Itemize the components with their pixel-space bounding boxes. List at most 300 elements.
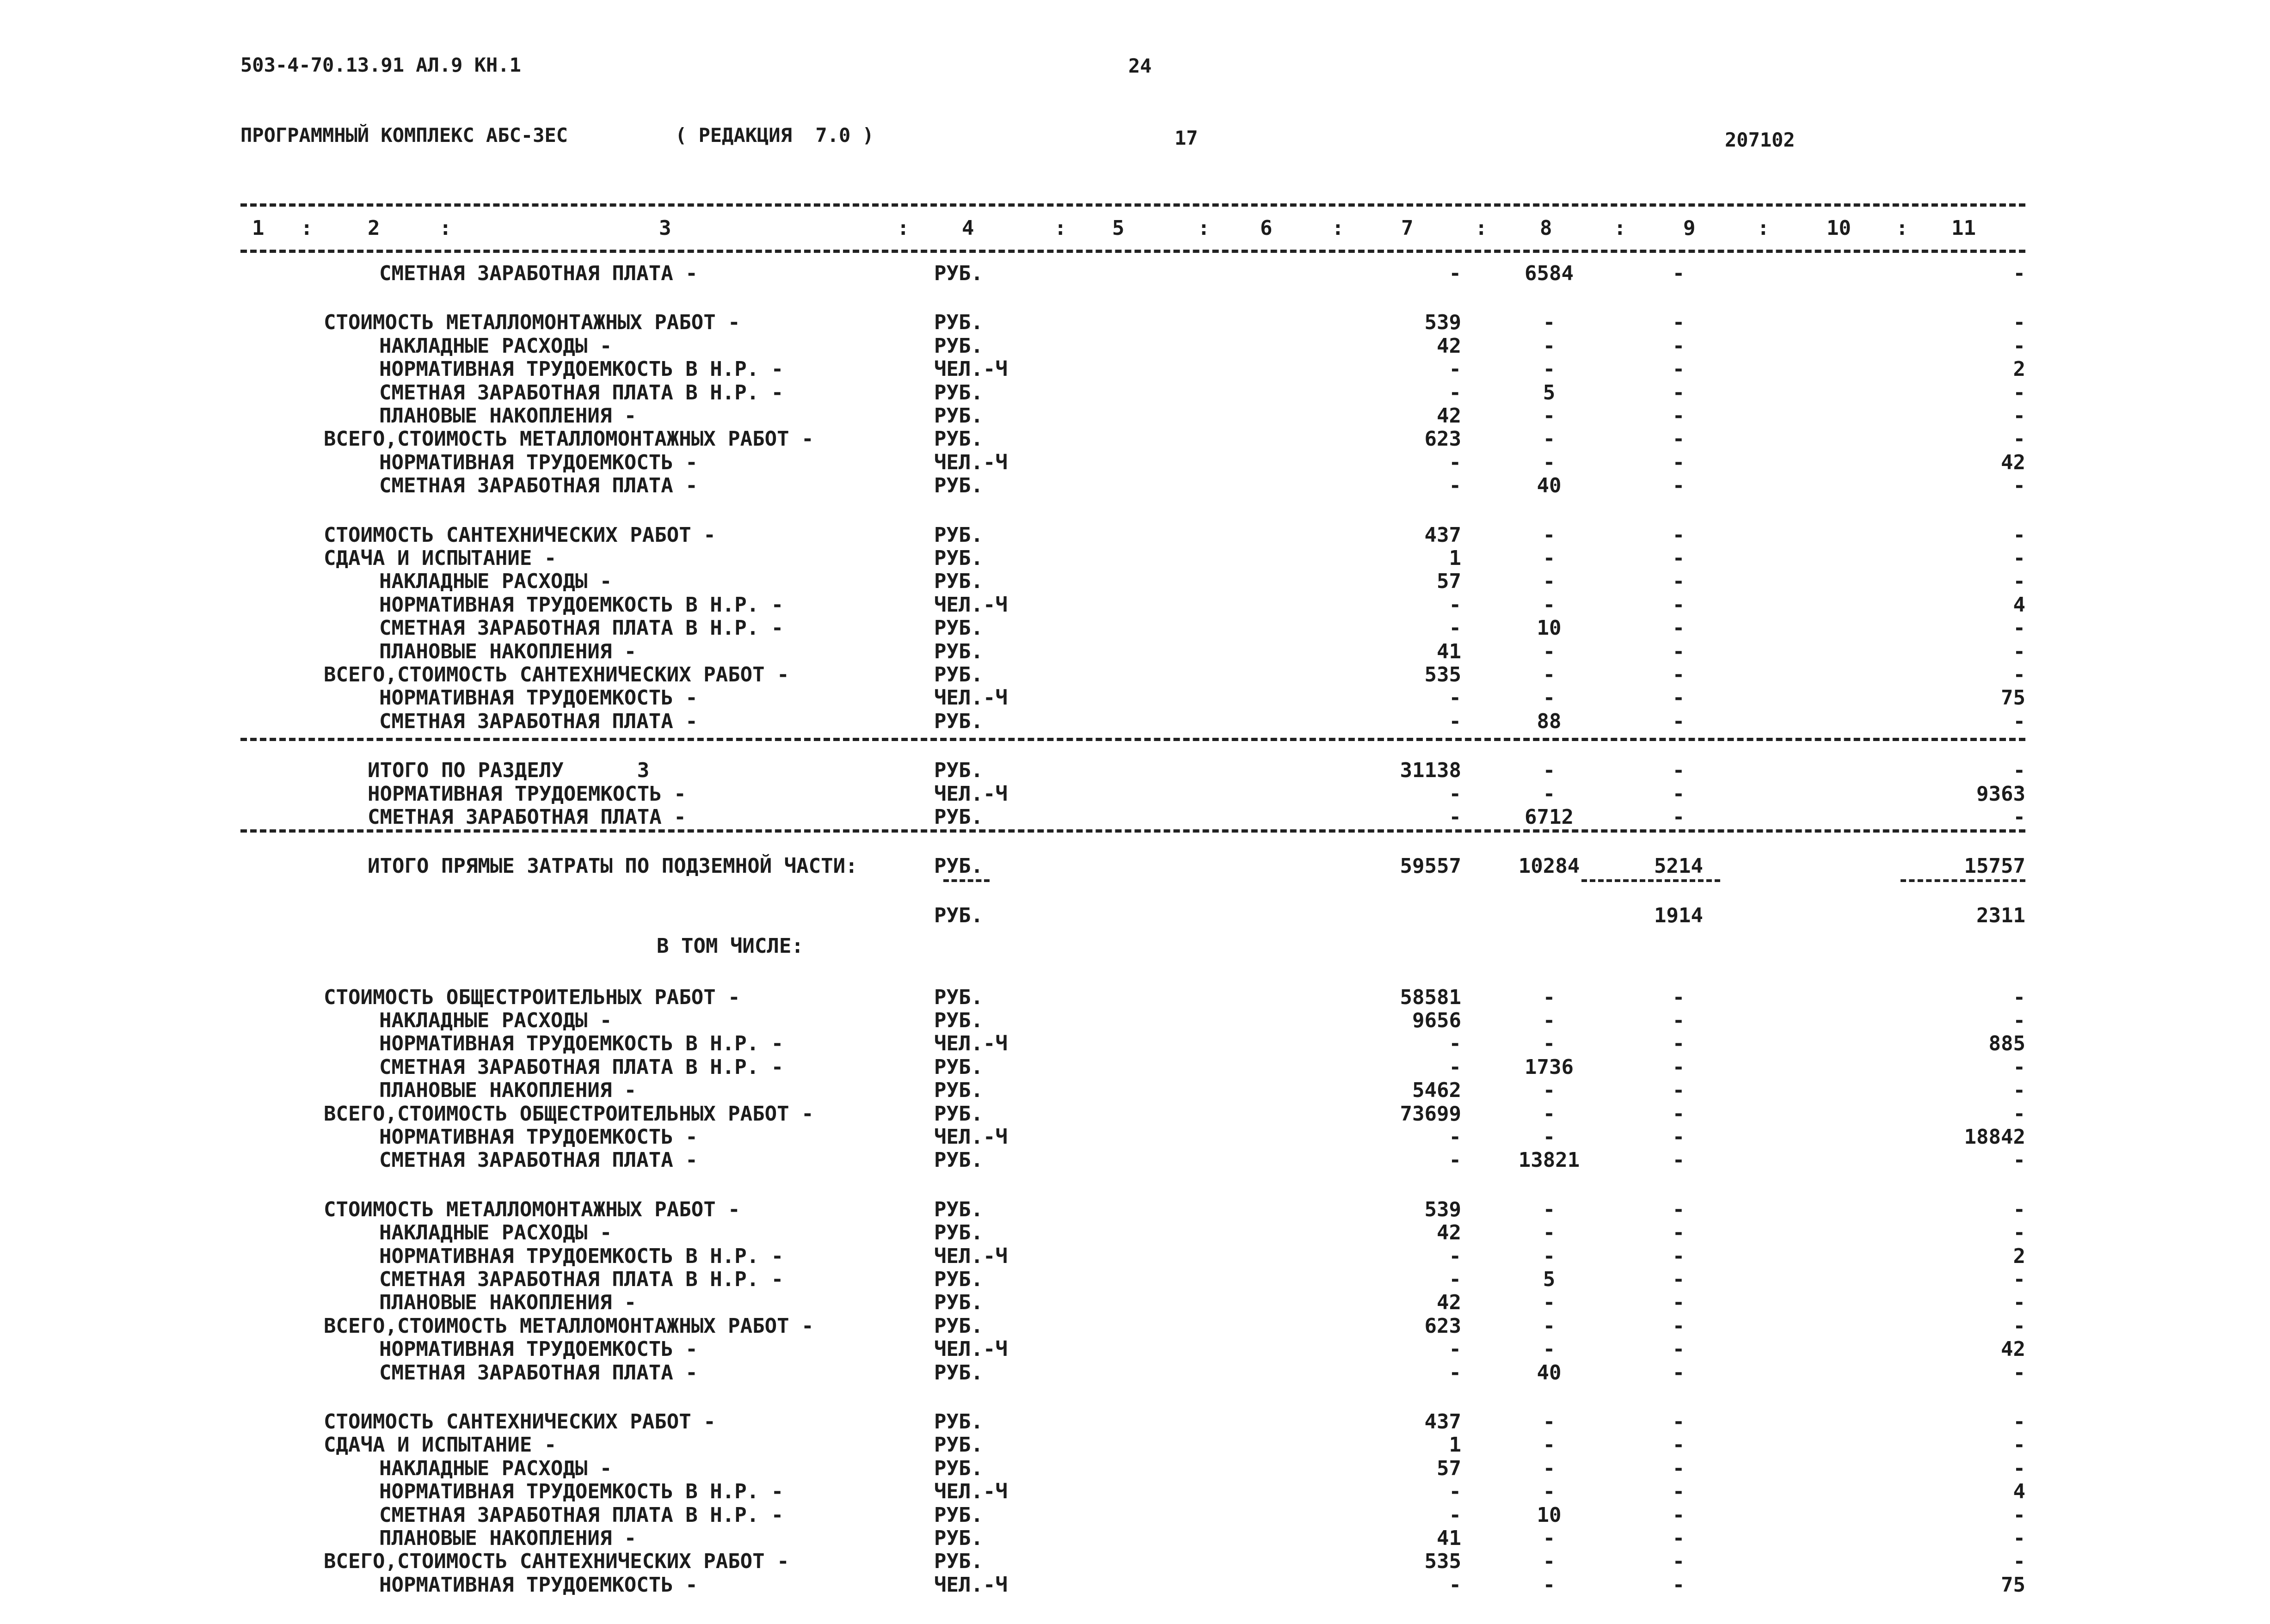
- header-rule-top: [240, 203, 2025, 207]
- row-col11-value: 2: [2013, 1244, 2025, 1268]
- row-label: ВСЕГО,СТОИМОСТЬ САНТЕХНИЧЕСКИХ РАБОТ -: [324, 663, 789, 686]
- row-col8-value: -: [1543, 404, 1556, 428]
- row-col7-value: -: [1449, 450, 1461, 474]
- row-col7-value: 623: [1424, 427, 1461, 451]
- row-col9-value: -: [1672, 782, 1685, 806]
- row-unit: РУБ.: [934, 1055, 983, 1079]
- row-unit: ЧЕЛ.-Ч: [934, 1337, 1008, 1361]
- row-label: НОРМАТИВНАЯ ТРУДОЕМКОСТЬ В Н.Р. -: [379, 357, 784, 381]
- row-col7-value: -: [1449, 616, 1461, 640]
- row-label: ВСЕГО,СТОИМОСТЬ МЕТАЛЛОМОНТАЖНЫХ РАБОТ -: [324, 1314, 814, 1338]
- row-col7-value: 437: [1424, 1410, 1461, 1434]
- row-col7-value: -: [1449, 1268, 1461, 1291]
- row-col11-value: -: [2013, 805, 2025, 829]
- row-unit: РУБ.: [934, 805, 983, 829]
- row-col7-value: 42: [1437, 1291, 1461, 1315]
- row-label: ВСЕГО,СТОИМОСТЬ ОБЩЕСТРОИТЕЛЬНЫХ РАБОТ -: [324, 1102, 814, 1126]
- row-col11-value: -: [2013, 262, 2025, 285]
- row-col8-value: -: [1543, 686, 1556, 710]
- row-col11-value: -: [2013, 1550, 2025, 1574]
- row-unit: РУБ.: [934, 570, 983, 594]
- row-label: ВСЕГО,СТОИМОСТЬ САНТЕХНИЧЕСКИХ РАБОТ -: [324, 1550, 789, 1574]
- row-label: ПЛАНОВЫЕ НАКОПЛЕНИЯ -: [379, 1079, 637, 1103]
- row-col7-value: 59557: [1400, 854, 1461, 878]
- row-col7-value: 41: [1437, 639, 1461, 663]
- row-label: СМЕТНАЯ ЗАРАБОТНАЯ ПЛАТА В Н.Р. -: [379, 380, 784, 404]
- section-rule-1: [240, 738, 2025, 741]
- row-col7-value: 31138: [1400, 759, 1461, 783]
- document-code: 207102: [1725, 129, 1795, 151]
- row-unit: РУБ.: [934, 1009, 983, 1032]
- row-unit: РУБ.: [934, 262, 983, 285]
- row-col7-value: -: [1449, 805, 1461, 829]
- row-col7-value: -: [1449, 686, 1461, 710]
- row-col9-value: -: [1672, 1503, 1685, 1527]
- row-col11-value: -: [2013, 1433, 2025, 1457]
- row-label: НОРМАТИВНАЯ ТРУДОЕМКОСТЬ В Н.Р. -: [379, 1032, 784, 1056]
- subtotal-rule-col9: [1581, 879, 1720, 882]
- row-unit: ЧЕЛ.-Ч: [934, 450, 1008, 474]
- row-col8-value: -: [1543, 334, 1556, 358]
- row-col8-value: -: [1543, 1337, 1556, 1361]
- row-unit: РУБ.: [934, 404, 983, 428]
- row-col7-value: 42: [1437, 404, 1461, 428]
- row-col9-value: -: [1672, 450, 1685, 474]
- row-col8-value: -: [1543, 570, 1556, 594]
- row-unit: РУБ.: [934, 663, 983, 686]
- row-col9-value: -: [1672, 1410, 1685, 1434]
- column-header-10: 10: [1827, 216, 1851, 240]
- row-label: ПЛАНОВЫЕ НАКОПЛЕНИЯ -: [379, 639, 637, 663]
- row-col7-value: -: [1449, 1503, 1461, 1527]
- row-col11-value: -: [2013, 404, 2025, 428]
- row-col11-value: -: [2013, 1503, 2025, 1527]
- row-unit: РУБ.: [934, 427, 983, 451]
- row-col7-value: 41: [1437, 1526, 1461, 1550]
- row-col9-value: 1914: [1654, 903, 1703, 927]
- column-header-5: 5: [1112, 216, 1125, 240]
- row-label: ПЛАНОВЫЕ НАКОПЛЕНИЯ -: [379, 1526, 637, 1550]
- row-unit: РУБ.: [934, 1221, 983, 1245]
- column-separator: :: [1757, 216, 1770, 240]
- row-col9-value: -: [1672, 1148, 1685, 1172]
- row-col8-value: -: [1543, 1197, 1556, 1221]
- row-col9-value: -: [1672, 1055, 1685, 1079]
- row-label: СМЕТНАЯ ЗАРАБОТНАЯ ПЛАТА -: [379, 474, 698, 498]
- row-col7-value: -: [1449, 474, 1461, 498]
- row-unit: РУБ.: [934, 1526, 983, 1550]
- row-col11-value: 2311: [1976, 903, 2025, 927]
- row-col8-value: -: [1543, 1079, 1556, 1103]
- row-col9-value: -: [1672, 1433, 1685, 1457]
- row-col7-value: -: [1449, 1244, 1461, 1268]
- row-label: СМЕТНАЯ ЗАРАБОТНАЯ ПЛАТА В Н.Р. -: [379, 1055, 784, 1079]
- row-col7-value: 535: [1424, 663, 1461, 686]
- row-col8-value: 5: [1543, 1268, 1556, 1291]
- column-header-2: 2: [368, 216, 380, 240]
- row-col9-value: -: [1672, 1456, 1685, 1480]
- row-col11-value: -: [2013, 1456, 2025, 1480]
- row-col11-value: -: [2013, 380, 2025, 404]
- row-unit: РУБ.: [934, 546, 983, 570]
- row-col9-value: -: [1672, 686, 1685, 710]
- row-col11-value: 4: [2013, 593, 2025, 617]
- row-col7-value: -: [1449, 1032, 1461, 1056]
- row-col9-value: -: [1672, 1337, 1685, 1361]
- row-col7-value: -: [1449, 1055, 1461, 1079]
- row-label: ПЛАНОВЫЕ НАКОПЛЕНИЯ -: [379, 1291, 637, 1315]
- row-unit: РУБ.: [934, 854, 983, 878]
- column-header-7: 7: [1401, 216, 1414, 240]
- row-col8-value: 1736: [1525, 1055, 1574, 1079]
- row-unit: РУБ.: [934, 639, 983, 663]
- column-separator: :: [1475, 216, 1488, 240]
- row-col11-value: -: [2013, 1268, 2025, 1291]
- row-col9-value: -: [1672, 474, 1685, 498]
- row-col11-value: 4: [2013, 1480, 2025, 1504]
- row-unit: РУБ.: [934, 311, 983, 335]
- row-col9-value: -: [1672, 985, 1685, 1009]
- row-unit: РУБ.: [934, 474, 983, 498]
- program-name: ПРОГРАММНЫЙ КОМПЛЕКС АБС-3ЕС: [240, 124, 568, 147]
- row-label: СДАЧА И ИСПЫТАНИЕ -: [324, 546, 557, 570]
- row-unit: РУБ.: [934, 1550, 983, 1574]
- row-col11-value: -: [2013, 570, 2025, 594]
- row-col7-value: 1: [1449, 1433, 1461, 1457]
- program-edition: ( РЕДАКЦИЯ 7.0 ): [675, 124, 874, 147]
- row-unit: РУБ.: [934, 1314, 983, 1338]
- row-col8-value: -: [1543, 546, 1556, 570]
- row-unit: ЧЕЛ.-Ч: [934, 1573, 1008, 1597]
- row-label: СМЕТНАЯ ЗАРАБОТНАЯ ПЛАТА В Н.Р. -: [379, 1268, 784, 1291]
- row-col9-value: -: [1672, 1221, 1685, 1245]
- row-col9-value: -: [1672, 570, 1685, 594]
- row-col11-value: -: [2013, 759, 2025, 783]
- row-col8-value: -: [1543, 1410, 1556, 1434]
- row-col8-value: -: [1543, 1291, 1556, 1315]
- row-col9-value: -: [1672, 759, 1685, 783]
- row-col9-value: -: [1672, 663, 1685, 686]
- row-col7-value: 73699: [1400, 1102, 1461, 1126]
- row-col7-value: -: [1449, 1125, 1461, 1149]
- row-col9-value: -: [1672, 593, 1685, 617]
- row-label: НОРМАТИВНАЯ ТРУДОЕМКОСТЬ -: [379, 686, 698, 710]
- row-col8-value: -: [1543, 357, 1556, 381]
- row-col8-value: 5: [1543, 380, 1556, 404]
- row-col8-value: -: [1543, 1433, 1556, 1457]
- row-label: СМЕТНАЯ ЗАРАБОТНАЯ ПЛАТА -: [379, 1148, 698, 1172]
- row-label: ИТОГО ПРЯМЫЕ ЗАТРАТЫ ПО ПОДЗЕМНОЙ ЧАСТИ:: [368, 854, 858, 878]
- row-col11-value: -: [2013, 1291, 2025, 1315]
- column-separator: :: [1614, 216, 1626, 240]
- row-label: НАКЛАДНЫЕ РАСХОДЫ -: [379, 334, 612, 358]
- column-header-9: 9: [1683, 216, 1696, 240]
- row-col11-value: 75: [2001, 686, 2025, 710]
- row-col7-value: 57: [1437, 570, 1461, 594]
- row-col8-value: 40: [1537, 474, 1562, 498]
- row-col11-value: -: [2013, 639, 2025, 663]
- row-col7-value: 539: [1424, 311, 1461, 335]
- row-col9-value: -: [1672, 523, 1685, 547]
- row-unit: РУБ.: [934, 1410, 983, 1434]
- row-col7-value: 539: [1424, 1197, 1461, 1221]
- row-col9-value: -: [1672, 1032, 1685, 1056]
- row-label: СМЕТНАЯ ЗАРАБОТНАЯ ПЛАТА -: [368, 805, 686, 829]
- column-separator: :: [439, 216, 452, 240]
- row-col8-value: 10: [1537, 1503, 1562, 1527]
- row-col8-value: 6712: [1525, 805, 1574, 829]
- row-col11-value: -: [2013, 1079, 2025, 1103]
- row-col8-value: -: [1543, 1314, 1556, 1338]
- row-label: СДАЧА И ИСПЫТАНИЕ -: [324, 1433, 557, 1457]
- row-label: НОРМАТИВНАЯ ТРУДОЕМКОСТЬ -: [379, 450, 698, 474]
- row-col11-value: -: [2013, 1526, 2025, 1550]
- row-col9-value: -: [1672, 1197, 1685, 1221]
- row-col8-value: 13821: [1518, 1148, 1580, 1172]
- page-number: 24: [1128, 55, 1152, 77]
- row-col8-value: -: [1543, 427, 1556, 451]
- row-unit: РУБ.: [934, 1102, 983, 1126]
- row-unit: РУБ.: [934, 1268, 983, 1291]
- row-col8-value: -: [1543, 782, 1556, 806]
- row-col8-value: -: [1543, 1009, 1556, 1032]
- row-unit: РУБ.: [934, 1433, 983, 1457]
- row-label: СМЕТНАЯ ЗАРАБОТНАЯ ПЛАТА -: [379, 1360, 698, 1385]
- row-col9-value: -: [1672, 262, 1685, 285]
- row-col8-value: 10: [1537, 616, 1562, 640]
- row-col11-value: -: [2013, 985, 2025, 1009]
- row-col8-value: -: [1543, 1480, 1556, 1504]
- row-col9-value: -: [1672, 311, 1685, 335]
- row-label: СТОИМОСТЬ МЕТАЛЛОМОНТАЖНЫХ РАБОТ -: [324, 1197, 740, 1221]
- row-unit: РУБ.: [934, 709, 983, 733]
- row-label: СМЕТНАЯ ЗАРАБОТНАЯ ПЛАТА -: [379, 262, 698, 285]
- row-label: ВСЕГО,СТОИМОСТЬ МЕТАЛЛОМОНТАЖНЫХ РАБОТ -: [324, 427, 814, 451]
- row-label: НАКЛАДНЫЕ РАСХОДЫ -: [379, 1456, 612, 1480]
- row-col8-value: -: [1543, 523, 1556, 547]
- row-unit: РУБ.: [934, 1079, 983, 1103]
- doc-code: 503-4-70.13.91 АЛ.9 КН.1: [240, 54, 521, 76]
- row-col7-value: 58581: [1400, 985, 1461, 1009]
- row-col7-value: 42: [1437, 1221, 1461, 1245]
- row-col7-value: 437: [1424, 523, 1461, 547]
- row-col8-value: -: [1543, 1244, 1556, 1268]
- row-col7-value: -: [1449, 709, 1461, 733]
- row-col7-value: 42: [1437, 334, 1461, 358]
- row-label: СТОИМОСТЬ САНТЕХНИЧЕСКИХ РАБОТ -: [324, 1410, 716, 1434]
- row-col9-value: -: [1672, 709, 1685, 733]
- column-header-3: 3: [659, 216, 671, 240]
- row-col11-value: 18842: [1964, 1125, 2025, 1149]
- row-col9-value: -: [1672, 1268, 1685, 1291]
- row-col9-value: -: [1672, 1102, 1685, 1126]
- row-col9-value: -: [1672, 1360, 1685, 1385]
- row-label: СМЕТНАЯ ЗАРАБОТНАЯ ПЛАТА -: [379, 709, 698, 733]
- row-col9-value: -: [1672, 1526, 1685, 1550]
- row-unit: РУБ.: [934, 616, 983, 640]
- row-unit: ЧЕЛ.-Ч: [934, 357, 1008, 381]
- row-unit: РУБ.: [934, 334, 983, 358]
- row-col9-value: -: [1672, 1244, 1685, 1268]
- row-col11-value: 75: [2001, 1573, 2025, 1597]
- column-separator: :: [897, 216, 910, 240]
- row-unit: РУБ.: [934, 523, 983, 547]
- row-unit: ЧЕЛ.-Ч: [934, 782, 1008, 806]
- row-label: СТОИМОСТЬ ОБЩЕСТРОИТЕЛЬНЫХ РАБОТ -: [324, 985, 740, 1009]
- row-col9-value: -: [1672, 357, 1685, 381]
- row-label: НОРМАТИВНАЯ ТРУДОЕМКОСТЬ В Н.Р. -: [379, 593, 784, 617]
- row-unit: ЧЕЛ.-Ч: [934, 1032, 1008, 1056]
- row-col7-value: 5462: [1412, 1079, 1461, 1103]
- row-col8-value: -: [1543, 450, 1556, 474]
- row-col7-value: 623: [1424, 1314, 1461, 1338]
- row-unit: ЧЕЛ.-Ч: [934, 1244, 1008, 1268]
- row-unit: ЧЕЛ.-Ч: [934, 1480, 1008, 1504]
- row-col11-value: -: [2013, 1102, 2025, 1126]
- row-unit: ЧЕЛ.-Ч: [934, 593, 1008, 617]
- row-col9-value: -: [1672, 1079, 1685, 1103]
- header-rule-bottom: [240, 250, 2025, 253]
- row-unit: РУБ.: [934, 1148, 983, 1172]
- row-col11-value: -: [2013, 427, 2025, 451]
- sheet-number: 17: [1175, 127, 1198, 149]
- row-col9-value: -: [1672, 1480, 1685, 1504]
- row-col9-value: -: [1672, 380, 1685, 404]
- row-label: НАКЛАДНЫЕ РАСХОДЫ -: [379, 1221, 612, 1245]
- row-unit: РУБ.: [934, 1197, 983, 1221]
- row-col7-value: -: [1449, 1573, 1461, 1597]
- subtotal-rule-unit: [943, 879, 990, 882]
- row-col8-value: -: [1543, 1032, 1556, 1056]
- row-col9-value: -: [1672, 1550, 1685, 1574]
- row-col7-value: 1: [1449, 546, 1461, 570]
- row-col7-value: 535: [1424, 1550, 1461, 1574]
- row-label: СМЕТНАЯ ЗАРАБОТНАЯ ПЛАТА В Н.Р. -: [379, 616, 784, 640]
- row-col11-value: -: [2013, 709, 2025, 733]
- row-col8-value: -: [1543, 593, 1556, 617]
- row-col11-value: -: [2013, 1055, 2025, 1079]
- row-col9-value: -: [1672, 1291, 1685, 1315]
- row-col9-value: 5214: [1654, 854, 1703, 878]
- row-col8-value: -: [1543, 663, 1556, 686]
- row-col11-value: -: [2013, 1410, 2025, 1434]
- row-col8-value: -: [1543, 1102, 1556, 1126]
- row-col7-value: 9656: [1412, 1009, 1461, 1032]
- row-col9-value: -: [1672, 805, 1685, 829]
- row-unit: РУБ.: [934, 1360, 983, 1385]
- row-col9-value: -: [1672, 616, 1685, 640]
- row-label: В ТОМ ЧИСЛЕ:: [657, 934, 804, 958]
- row-col8-value: -: [1543, 759, 1556, 783]
- column-header-4: 4: [962, 216, 974, 240]
- row-col7-value: -: [1449, 380, 1461, 404]
- section-rule-2: [240, 829, 2025, 833]
- row-label: НАКЛАДНЫЕ РАСХОДЫ -: [379, 570, 612, 594]
- row-unit: РУБ.: [934, 1456, 983, 1480]
- row-col9-value: -: [1672, 546, 1685, 570]
- row-col11-value: 15757: [1964, 854, 2025, 878]
- column-separator: :: [1896, 216, 1908, 240]
- row-col11-value: 885: [1988, 1032, 2025, 1056]
- row-unit: ЧЕЛ.-Ч: [934, 686, 1008, 710]
- row-label: НАКЛАДНЫЕ РАСХОДЫ -: [379, 1009, 612, 1032]
- row-label: НОРМАТИВНАЯ ТРУДОЕМКОСТЬ -: [379, 1573, 698, 1597]
- row-col7-value: -: [1449, 262, 1461, 285]
- row-col9-value: -: [1672, 1573, 1685, 1597]
- row-col11-value: -: [2013, 474, 2025, 498]
- row-col9-value: -: [1672, 404, 1685, 428]
- row-label: НОРМАТИВНАЯ ТРУДОЕМКОСТЬ В Н.Р. -: [379, 1244, 784, 1268]
- column-separator: :: [1332, 216, 1344, 240]
- row-label: НОРМАТИВНАЯ ТРУДОЕМКОСТЬ В Н.Р. -: [379, 1480, 784, 1504]
- row-col7-value: -: [1449, 1337, 1461, 1361]
- row-col7-value: -: [1449, 593, 1461, 617]
- column-header-1: 1: [252, 216, 265, 240]
- row-label: НОРМАТИВНАЯ ТРУДОЕМКОСТЬ -: [379, 1125, 698, 1149]
- row-col11-value: 42: [2001, 1337, 2025, 1361]
- row-col11-value: -: [2013, 1148, 2025, 1172]
- subtotal-rule-col11: [1901, 879, 2025, 882]
- row-col11-value: -: [2013, 523, 2025, 547]
- row-col7-value: -: [1449, 782, 1461, 806]
- column-header-6: 6: [1260, 216, 1273, 240]
- row-unit: РУБ.: [934, 380, 983, 404]
- row-col11-value: 2: [2013, 357, 2025, 381]
- row-col7-value: 57: [1437, 1456, 1461, 1480]
- row-col9-value: -: [1672, 639, 1685, 663]
- row-col8-value: -: [1543, 985, 1556, 1009]
- row-col8-value: 88: [1537, 709, 1562, 733]
- row-label: СТОИМОСТЬ САНТЕХНИЧЕСКИХ РАБОТ -: [324, 523, 716, 547]
- row-col8-value: -: [1543, 1550, 1556, 1574]
- row-col9-value: -: [1672, 1009, 1685, 1032]
- row-label: ИТОГО ПО РАЗДЕЛУ 3: [368, 759, 650, 783]
- row-col8-value: -: [1543, 1573, 1556, 1597]
- row-col8-value: -: [1543, 1221, 1556, 1245]
- row-col11-value: -: [2013, 1360, 2025, 1385]
- column-separator: :: [301, 216, 313, 240]
- row-col11-value: 42: [2001, 450, 2025, 474]
- row-col11-value: -: [2013, 311, 2025, 335]
- row-col8-value: -: [1543, 639, 1556, 663]
- row-col8-value: 10284: [1518, 854, 1580, 878]
- row-unit: РУБ.: [934, 1503, 983, 1527]
- row-col11-value: -: [2013, 1221, 2025, 1245]
- row-col11-value: -: [2013, 334, 2025, 358]
- row-col11-value: -: [2013, 1009, 2025, 1032]
- row-col8-value: -: [1543, 1526, 1556, 1550]
- row-col8-value: 6584: [1525, 262, 1574, 285]
- row-col7-value: -: [1449, 1148, 1461, 1172]
- row-unit: ЧЕЛ.-Ч: [934, 1125, 1008, 1149]
- column-separator: :: [1198, 216, 1210, 240]
- row-unit: РУБ.: [934, 903, 983, 927]
- row-unit: РУБ.: [934, 759, 983, 783]
- column-separator: :: [1054, 216, 1067, 240]
- row-col11-value: -: [2013, 1314, 2025, 1338]
- row-col8-value: -: [1543, 311, 1556, 335]
- row-col7-value: -: [1449, 1480, 1461, 1504]
- row-label: СМЕТНАЯ ЗАРАБОТНАЯ ПЛАТА В Н.Р. -: [379, 1503, 784, 1527]
- row-col7-value: -: [1449, 357, 1461, 381]
- column-header-11: 11: [1951, 216, 1976, 240]
- column-header-8: 8: [1540, 216, 1552, 240]
- row-col7-value: -: [1449, 1360, 1461, 1385]
- row-col11-value: -: [2013, 663, 2025, 686]
- row-col11-value: -: [2013, 616, 2025, 640]
- row-col9-value: -: [1672, 1125, 1685, 1149]
- row-col8-value: 40: [1537, 1360, 1562, 1385]
